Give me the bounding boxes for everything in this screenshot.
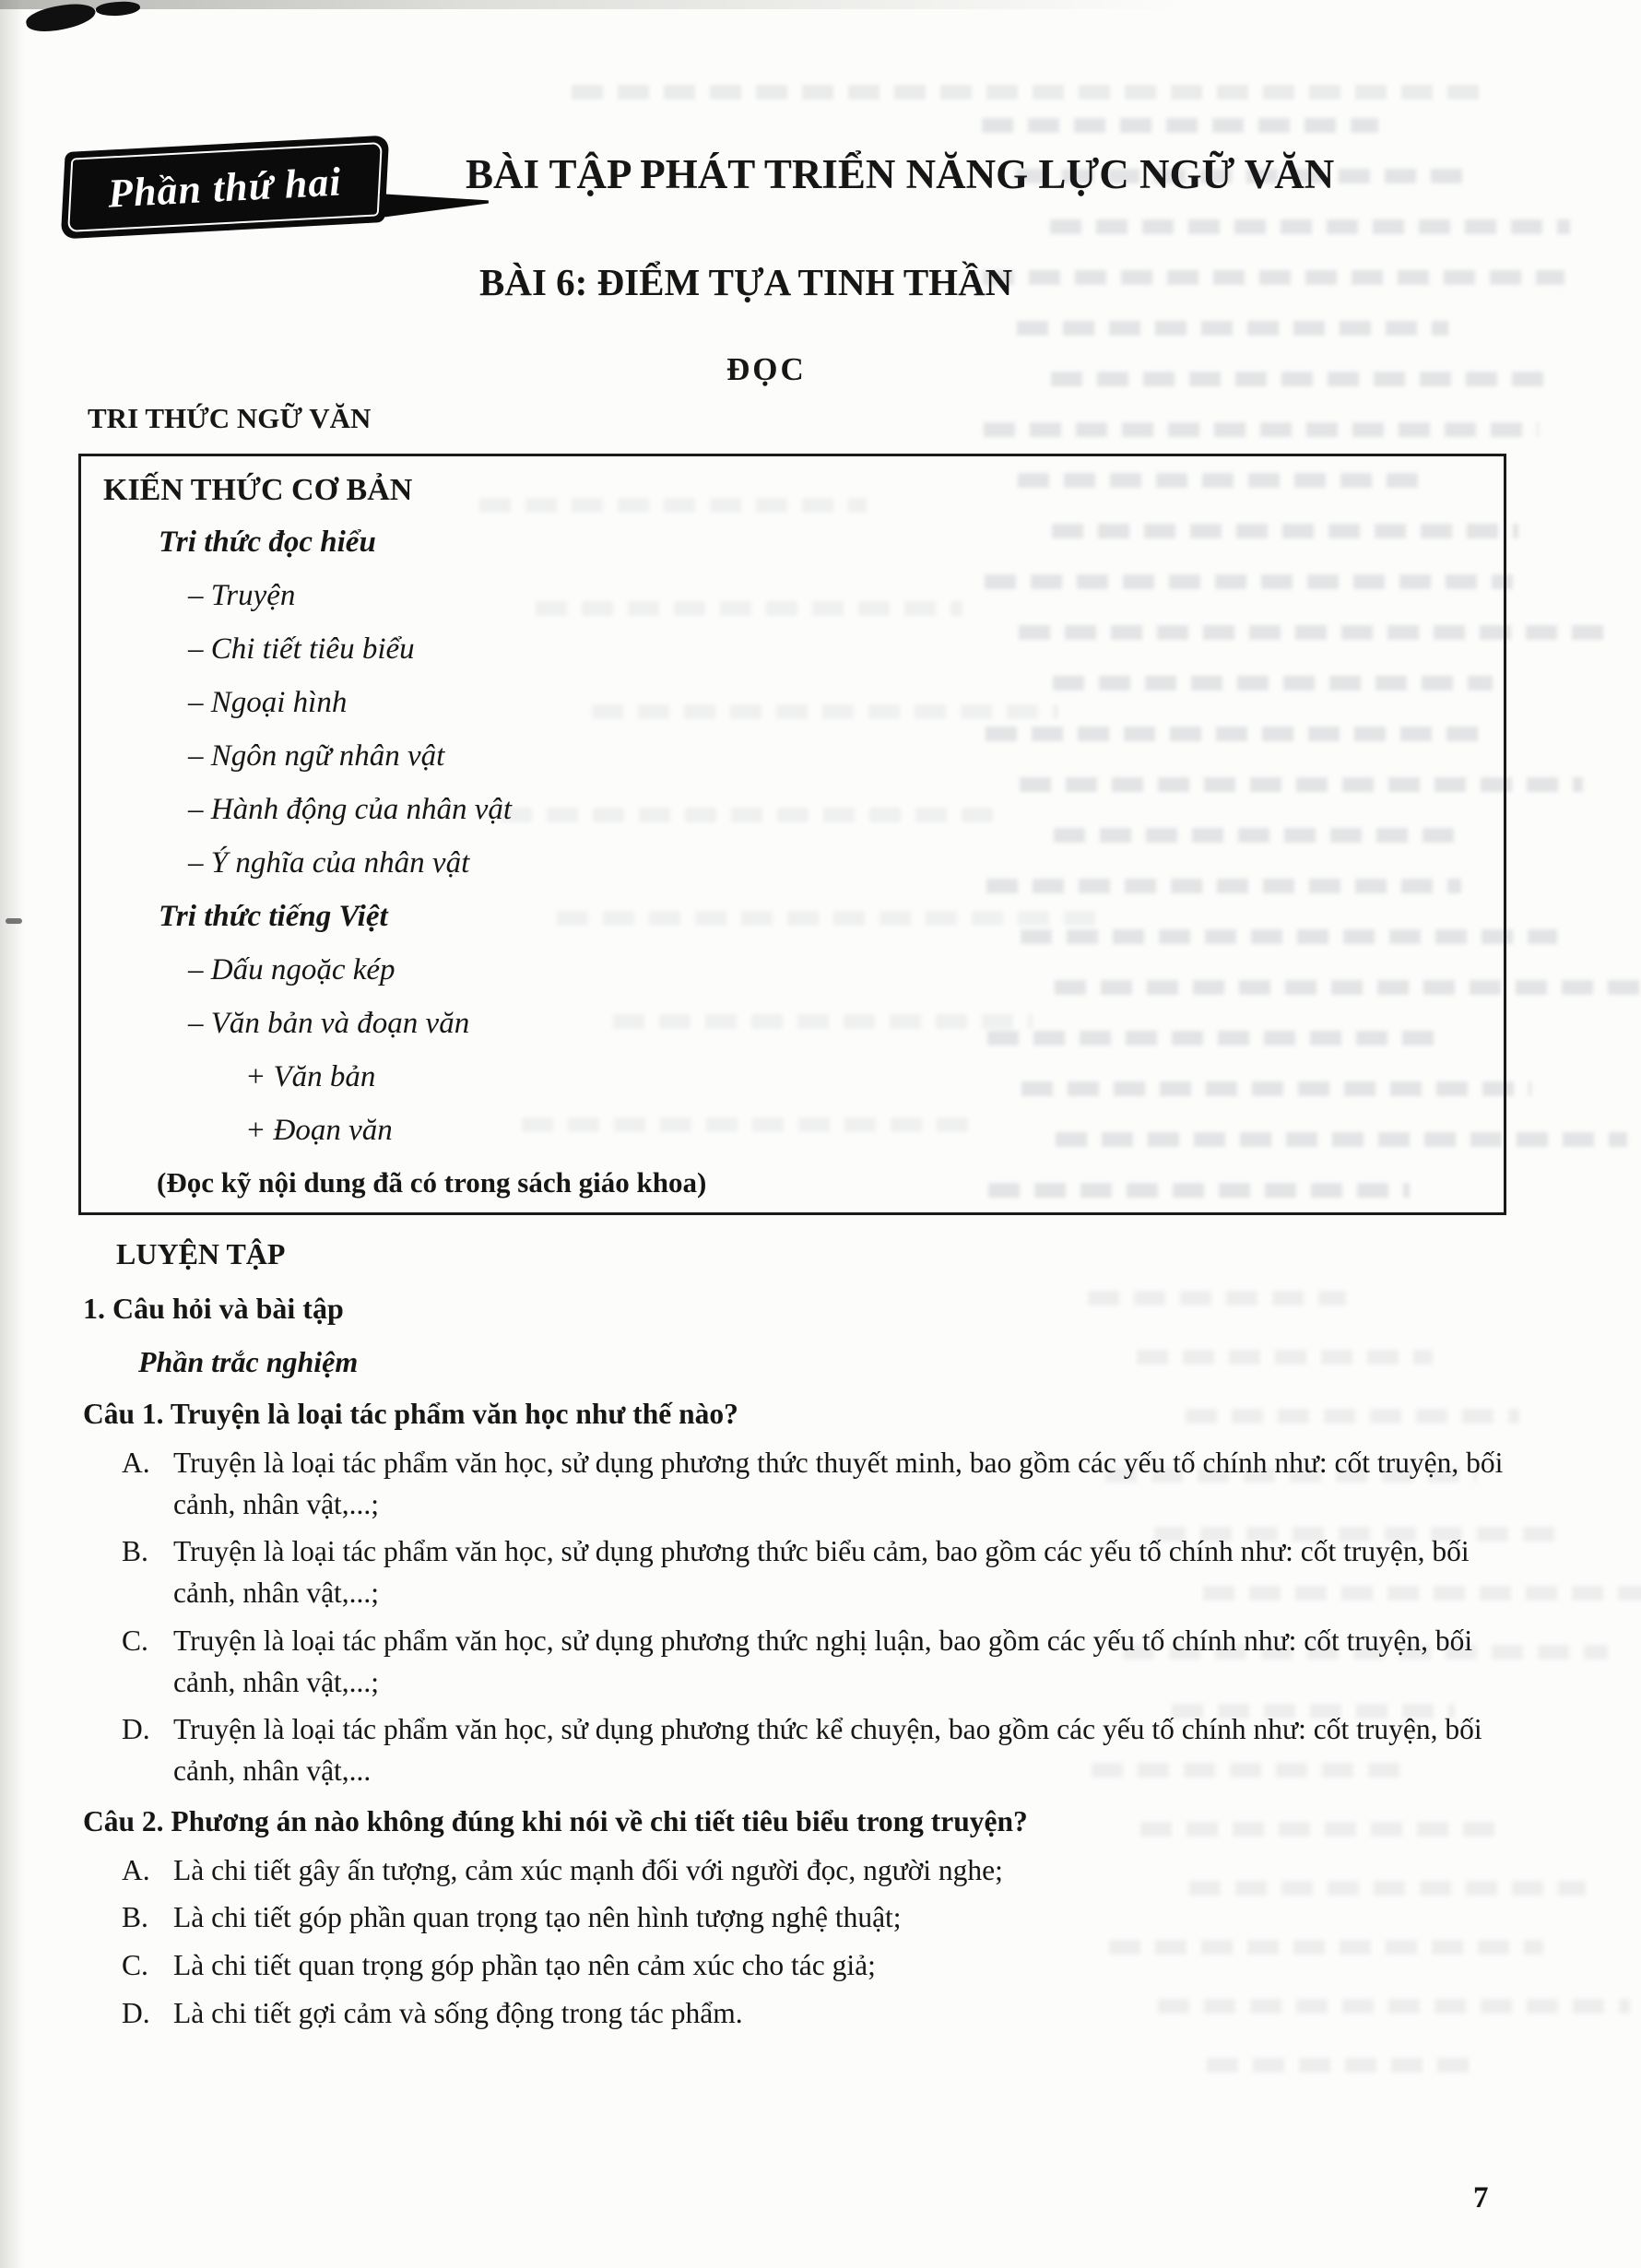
question-2-option-d bbox=[122, 1993, 1529, 2035]
option-text: Truyện là loại tác phẩm văn học, sử dụng phương thức kể chuyện, bao gồm các yếu tố chính như: cốt truyện, bối cảnh, nhân vật,... bbox=[173, 1713, 1482, 1788]
question-label: Câu 2. bbox=[83, 1804, 164, 1837]
option-text: Truyện là loại tác phẩm văn học, sử dụng phương thức biểu cảm, bao gồm các yếu tố chính như: cốt truyện, bối cảnh, nhân vật,...; bbox=[173, 1535, 1470, 1610]
knowledge-box-title: KIẾN THỨC CƠ BẢN bbox=[103, 473, 413, 507]
bleedthrough-line bbox=[982, 118, 1378, 133]
knowledge-item: – Dấu ngoặc kép bbox=[188, 953, 395, 986]
knowledge-box bbox=[78, 454, 1506, 1215]
question-1-option-b bbox=[122, 1531, 1529, 1613]
practice-part-label: Phần trắc nghiệm bbox=[138, 1344, 359, 1378]
knowledge-subitem: + Đoạn văn bbox=[245, 1114, 393, 1147]
question-text: Truyện là loại tác phẩm văn học như thế nào? bbox=[170, 1398, 738, 1431]
question-2-option-a bbox=[122, 1850, 1529, 1892]
option-label: A. bbox=[122, 1853, 150, 1886]
knowledge-item: – Chi tiết tiêu biểu bbox=[188, 632, 415, 666]
lesson-title: BÀI 6: ĐIỂM TỰA TINH THẦN bbox=[479, 261, 1013, 303]
option-label: B. bbox=[122, 1901, 148, 1934]
section-heading-doc: ĐỌC bbox=[726, 351, 807, 387]
bleedthrough-line bbox=[983, 270, 1564, 285]
scan-edge-smudge bbox=[0, 0, 1641, 9]
knowledge-group-heading: Tri thức đọc hiểu bbox=[159, 526, 376, 559]
question-text: Phương án nào không đúng khi nói về chi tiết tiêu biểu trong truyện? bbox=[171, 1804, 1028, 1837]
scan-left-shadow bbox=[0, 0, 24, 2268]
page-title: BÀI TẬP PHÁT TRIỂN NĂNG LỰC NGỮ VĂN bbox=[466, 151, 1335, 197]
option-text: Truyện là loại tác phẩm văn học, sử dụng phương thức nghị luận, bao gồm các yếu tố chính như: cốt truyện, bối cảnh, nhân vật,...; bbox=[173, 1624, 1473, 1698]
knowledge-item: – Truyện bbox=[188, 579, 296, 612]
option-label: A. bbox=[122, 1447, 150, 1480]
practice-subtitle: 1. Câu hỏi và bài tập bbox=[83, 1292, 344, 1326]
option-label: C. bbox=[122, 1948, 148, 1981]
option-text: Là chi tiết góp phần quan trọng tạo nên hình tượng nghệ thuật; bbox=[173, 1901, 902, 1934]
question-1 bbox=[83, 1394, 1529, 1435]
option-label: B. bbox=[122, 1535, 148, 1568]
bleedthrough-line bbox=[1017, 321, 1448, 336]
knowledge-item: – Ngoại hình bbox=[188, 686, 348, 719]
option-label: C. bbox=[122, 1624, 148, 1657]
page-number: 7 bbox=[1473, 2181, 1489, 2215]
bleedthrough-line bbox=[1050, 219, 1570, 234]
option-text: Là chi tiết gây ấn tượng, cảm xúc mạnh đối với người đọc, người nghe; bbox=[173, 1853, 1003, 1886]
option-text: Là chi tiết gợi cảm và sống động trong tác phẩm. bbox=[173, 1996, 743, 2029]
bleedthrough-line bbox=[1051, 372, 1544, 386]
practice-title: LUYỆN TẬP bbox=[116, 1237, 286, 1270]
option-text: Truyện là loại tác phẩm văn học, sử dụng phương thức thuyết minh, bao gồm các yếu tố chính như: cốt truyện, bối cảnh, nhân vật,...; bbox=[173, 1447, 1504, 1520]
practice-section bbox=[83, 1234, 1529, 2040]
bleedthrough-line bbox=[1207, 2058, 1477, 2073]
question-1-option-d bbox=[122, 1709, 1529, 1791]
scan-ink-mark bbox=[6, 918, 22, 924]
option-label: D. bbox=[122, 1996, 150, 2029]
question-1-option-a bbox=[122, 1443, 1529, 1525]
option-label: D. bbox=[122, 1713, 150, 1746]
knowledge-box-note: (Đọc kỹ nội dung đã có trong sách giáo khoa) bbox=[157, 1166, 707, 1199]
question-2 bbox=[83, 1801, 1529, 1843]
knowledge-item: – Văn bản và đoạn văn bbox=[188, 1007, 470, 1040]
subsection-heading: TRI THỨC NGỮ VĂN bbox=[88, 402, 372, 434]
part-banner-label: Phần thứ hai bbox=[107, 158, 343, 217]
part-banner bbox=[61, 136, 389, 240]
bleedthrough-line bbox=[572, 85, 1484, 100]
bleedthrough-line bbox=[984, 422, 1539, 437]
question-label: Câu 1. bbox=[83, 1398, 164, 1431]
knowledge-item: – Hành động của nhân vật bbox=[188, 793, 513, 826]
option-text: Là chi tiết quan trọng góp phần tạo nên cảm xúc cho tác giả; bbox=[173, 1948, 876, 1981]
knowledge-subitem: + Văn bản bbox=[245, 1060, 376, 1093]
knowledge-item: – Ý nghĩa của nhân vật bbox=[188, 846, 470, 880]
question-2-option-b bbox=[122, 1897, 1529, 1939]
question-2-option-c bbox=[122, 1945, 1529, 1987]
question-1-option-c bbox=[122, 1621, 1529, 1703]
knowledge-group-heading: Tri thức tiếng Việt bbox=[159, 900, 388, 933]
knowledge-item: – Ngôn ngữ nhân vật bbox=[188, 739, 445, 773]
